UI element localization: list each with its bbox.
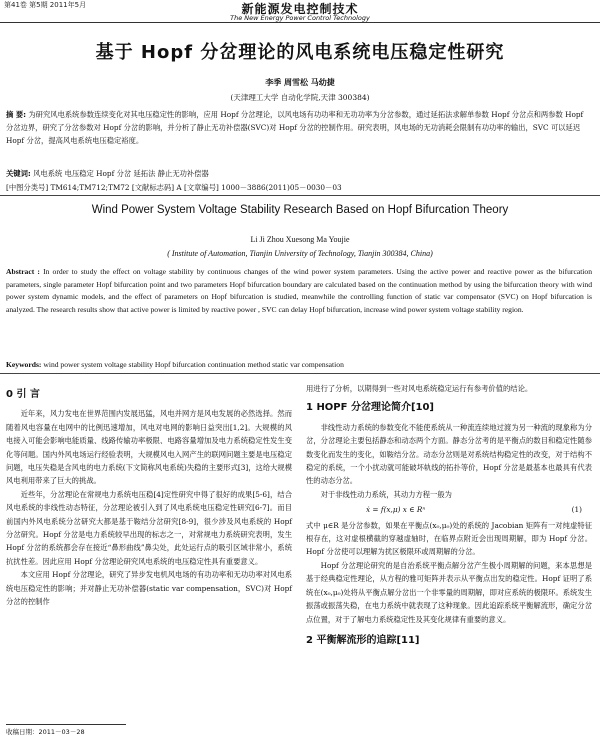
paragraph: 近些年，分岔理论在常规电力系统电压稳[4]定性研究中得了很好的成果[5-6]，结合风电系统的非线性动态特征，分岔理论被引入到了风电系统电压稳定性研究[6-7]。而目前国内外风电系统分岔研究大都是基于鞍结分岔研究[8-9]，很少涉及风电系统的 Hopf 分岔研究。Hopf 分岔是电力系统较早出现的标志之一，对常规电力系统研究表明，发生 Hopf 分岔的系统都会存在接近“鼻形曲线”鼻尖处，此处运行点的吸引区域非常小，系统抗扰性差。因此应用 Hopf 分岔理论研究风电系统的电压稳定性具有重要意义。 [6,489,292,566]
abstract-en-label: Abstract : [6,267,40,276]
keywords-cn-label: 关键词: [6,169,31,178]
classification-cn: [中图分类号] TM614;TM712;TM72 [文献标志码] A [文章编号] 1000－3886(2011)05－0030－03 [6,183,342,192]
running-header [0,0,600,24]
paragraph: Hopf 分岔理论研究的是自治系统平衡点解分岔产生极小周期解的问题，来本思想是基于经典稳定性理论，从方程的雅可矩阵并表示从平衡点出发的稳定性。Hopf 证明了系统在(x₀,μ₀)处将从平衡点解分岔出一个非零量的周期解，即对应系统的极限环。系统发生振荡或振荡失稳，在电力系统中就表现了这种现象。因此追踪系统平衡解流形，确定分岔点位置，对于了解电力系统稳定性及其变化规律有重要的意义。 [306,560,592,624]
abstract-cn-label: 摘 要: [6,110,27,119]
paragraph: 本文应用 Hopf 分岔理论，研究了异步发电机风电场的有功功率和无功功率对风电系统电压稳定性的影响；并对静止无功补偿器(static var compensation，SVC)对 Hopf 分岔的控制作 [6,570,292,607]
paragraph: 近年来，风力发电在世界范围内发展迅猛，风电并网方是风电发展的必然选择。然而随着风电容量在电网中的比例迅速增加，风电对电网的影响日益突出[1,2]。大规模的风电接入可能会影响电能质量、线路传输功率极限、电路容量增加及电力系统稳定性发生变化等问题。国内外风电场运行经验表明，大规模风电入网产生的联网问题主要是电压稳定问题，电压失稳是含风电的电力系统(下文简称风电系统)失稳的主要形式[3]，这给大规模风电利用带来了巨大的挑战。 [6,409,293,486]
keywords-cn [6,168,592,180]
paragraph: 对于非线性动力系统，其动力方程一般为 [320,489,452,499]
equation-1 [306,501,592,518]
section-heading-hopf: 1 HOPF 分岔理论简介[10] [306,402,435,414]
abstract-cn-text: 为研究风电系统参数连续变化对其电压稳定性的影响，应用 Hopf 分岔理论，以风电场有功功率和无功功率为分岔参数，通过延拓法求解单参数 Hopf 分岔点和两参数 Hopf 分岔边界，研究了分岔参数对 Hopf 分岔的影响，并分析了静止无功补偿器(SVC)对 Hopf 分岔的控制作用。研究表明，风电场的无功消耗会限制有功功率的输出，SVC 可以延迟 Hopf 分岔，提高风电系统电压稳定裕度。 [6,110,584,145]
abstract-cn [6,108,592,147]
header-rule [0,22,600,23]
equation-number: (1) [571,505,582,515]
keywords-en-text: wind power system voltage stability Hopf bifurcation continuation method static var compensation [43,360,344,369]
abstract-en [6,266,592,316]
section-rule [0,195,600,196]
authors-cn: 李季 周雪松 马幼捷 [265,77,335,87]
body-column-right [306,382,592,653]
body-column-left [6,382,292,609]
paper-title-cn: 基于 Hopf 分岔理论的风电系统电压稳定性研究 [95,42,505,63]
footnote-received-date: 收稿日期：2011－03－28 [6,728,85,736]
body-rule [0,373,600,374]
section-heading-manifold: 2 平衡解流形的追踪[11] [306,634,420,646]
affiliation-en: ( Institute of Automation, Tianjin University of Technology, Tianjin 300384, China) [167,249,433,258]
keywords-cn-text: 风电系统 电压稳定 Hopf 分岔 延拓法 静止无功补偿器 [33,169,209,178]
authors-en: Li Ji Zhou Xuesong Ma Youjie [250,235,350,244]
journal-name-en: The New Energy Power Control Technology [230,14,370,22]
affiliation-cn: (天津理工大学 自动化学院,天津 300384) [230,93,370,102]
paragraph: 式中 μ∈R 是分岔参数，如果在平衡点(x₀,μ₀)处的系统的 Jacobian 矩阵有一对纯虚特征根存在，这对虚根横截的穿越虚轴时，在临界点附近会出现周期解，即为 Hopf 分岔。Hopf 分岔使可以理解为扰区极限环或周期解的分岔。 [306,520,592,557]
abstract-en-text: In order to study the effect on voltage stability by continuous changes of the wind power system parameters. Using the active power and reactive power as the bifurcation parameters, single parameter Hopf bifurcation point and two parameters Hopf bifurcation boundary are calculated based on the continuation method by using the bifurcation theory with wind power system dynamic models, and the effect of parameters on Hopf bifurcation is studied, meanwhile the controlling function of static var compensator (SVC) on Hopf bifurcation is analyzed. The research results show that active power is limited by reactive power , SVC can delay Hopf bifurcation, increase wind power system voltage stability region. [6,267,593,314]
keywords-en-label: Keywords: [6,360,42,369]
journal-name-cn: 新能源发电控制技术 [241,2,359,16]
paragraph: 非线性动力系统的参数变化不能使系统从一种流连续地过渡为另一种流的现象称为分岔，分岔理论主要包括静态和动态两个方面。静态分岔考的是平衡点的数目和稳定性随参数变化而发生的变化，如鞍结分岔。动态分岔则是对系统结构稳定性的改变，对于结构不稳定的系统，一个小扰动就可能破坏轨线的拓扑等价，Hopf 分岔是最基本也最具有代表性的动态分岔。 [306,422,592,486]
keywords-en [6,360,592,369]
header-issue-info: 第41卷 第5期 2011年5月 [4,1,87,9]
equation-body: ẋ = f(x,μ) x ∈ Rⁿ [366,505,426,515]
section-heading-introduction: 0 引 言 [6,389,40,400]
footnote-rule [6,724,126,725]
paragraph: 用进行了分析，以期得到一些对风电系统稳定运行有参考价值的结论。 [306,384,533,393]
paper-title-en: Wind Power System Voltage Stability Research Based on Hopf Bifurcation Theory [91,204,509,216]
